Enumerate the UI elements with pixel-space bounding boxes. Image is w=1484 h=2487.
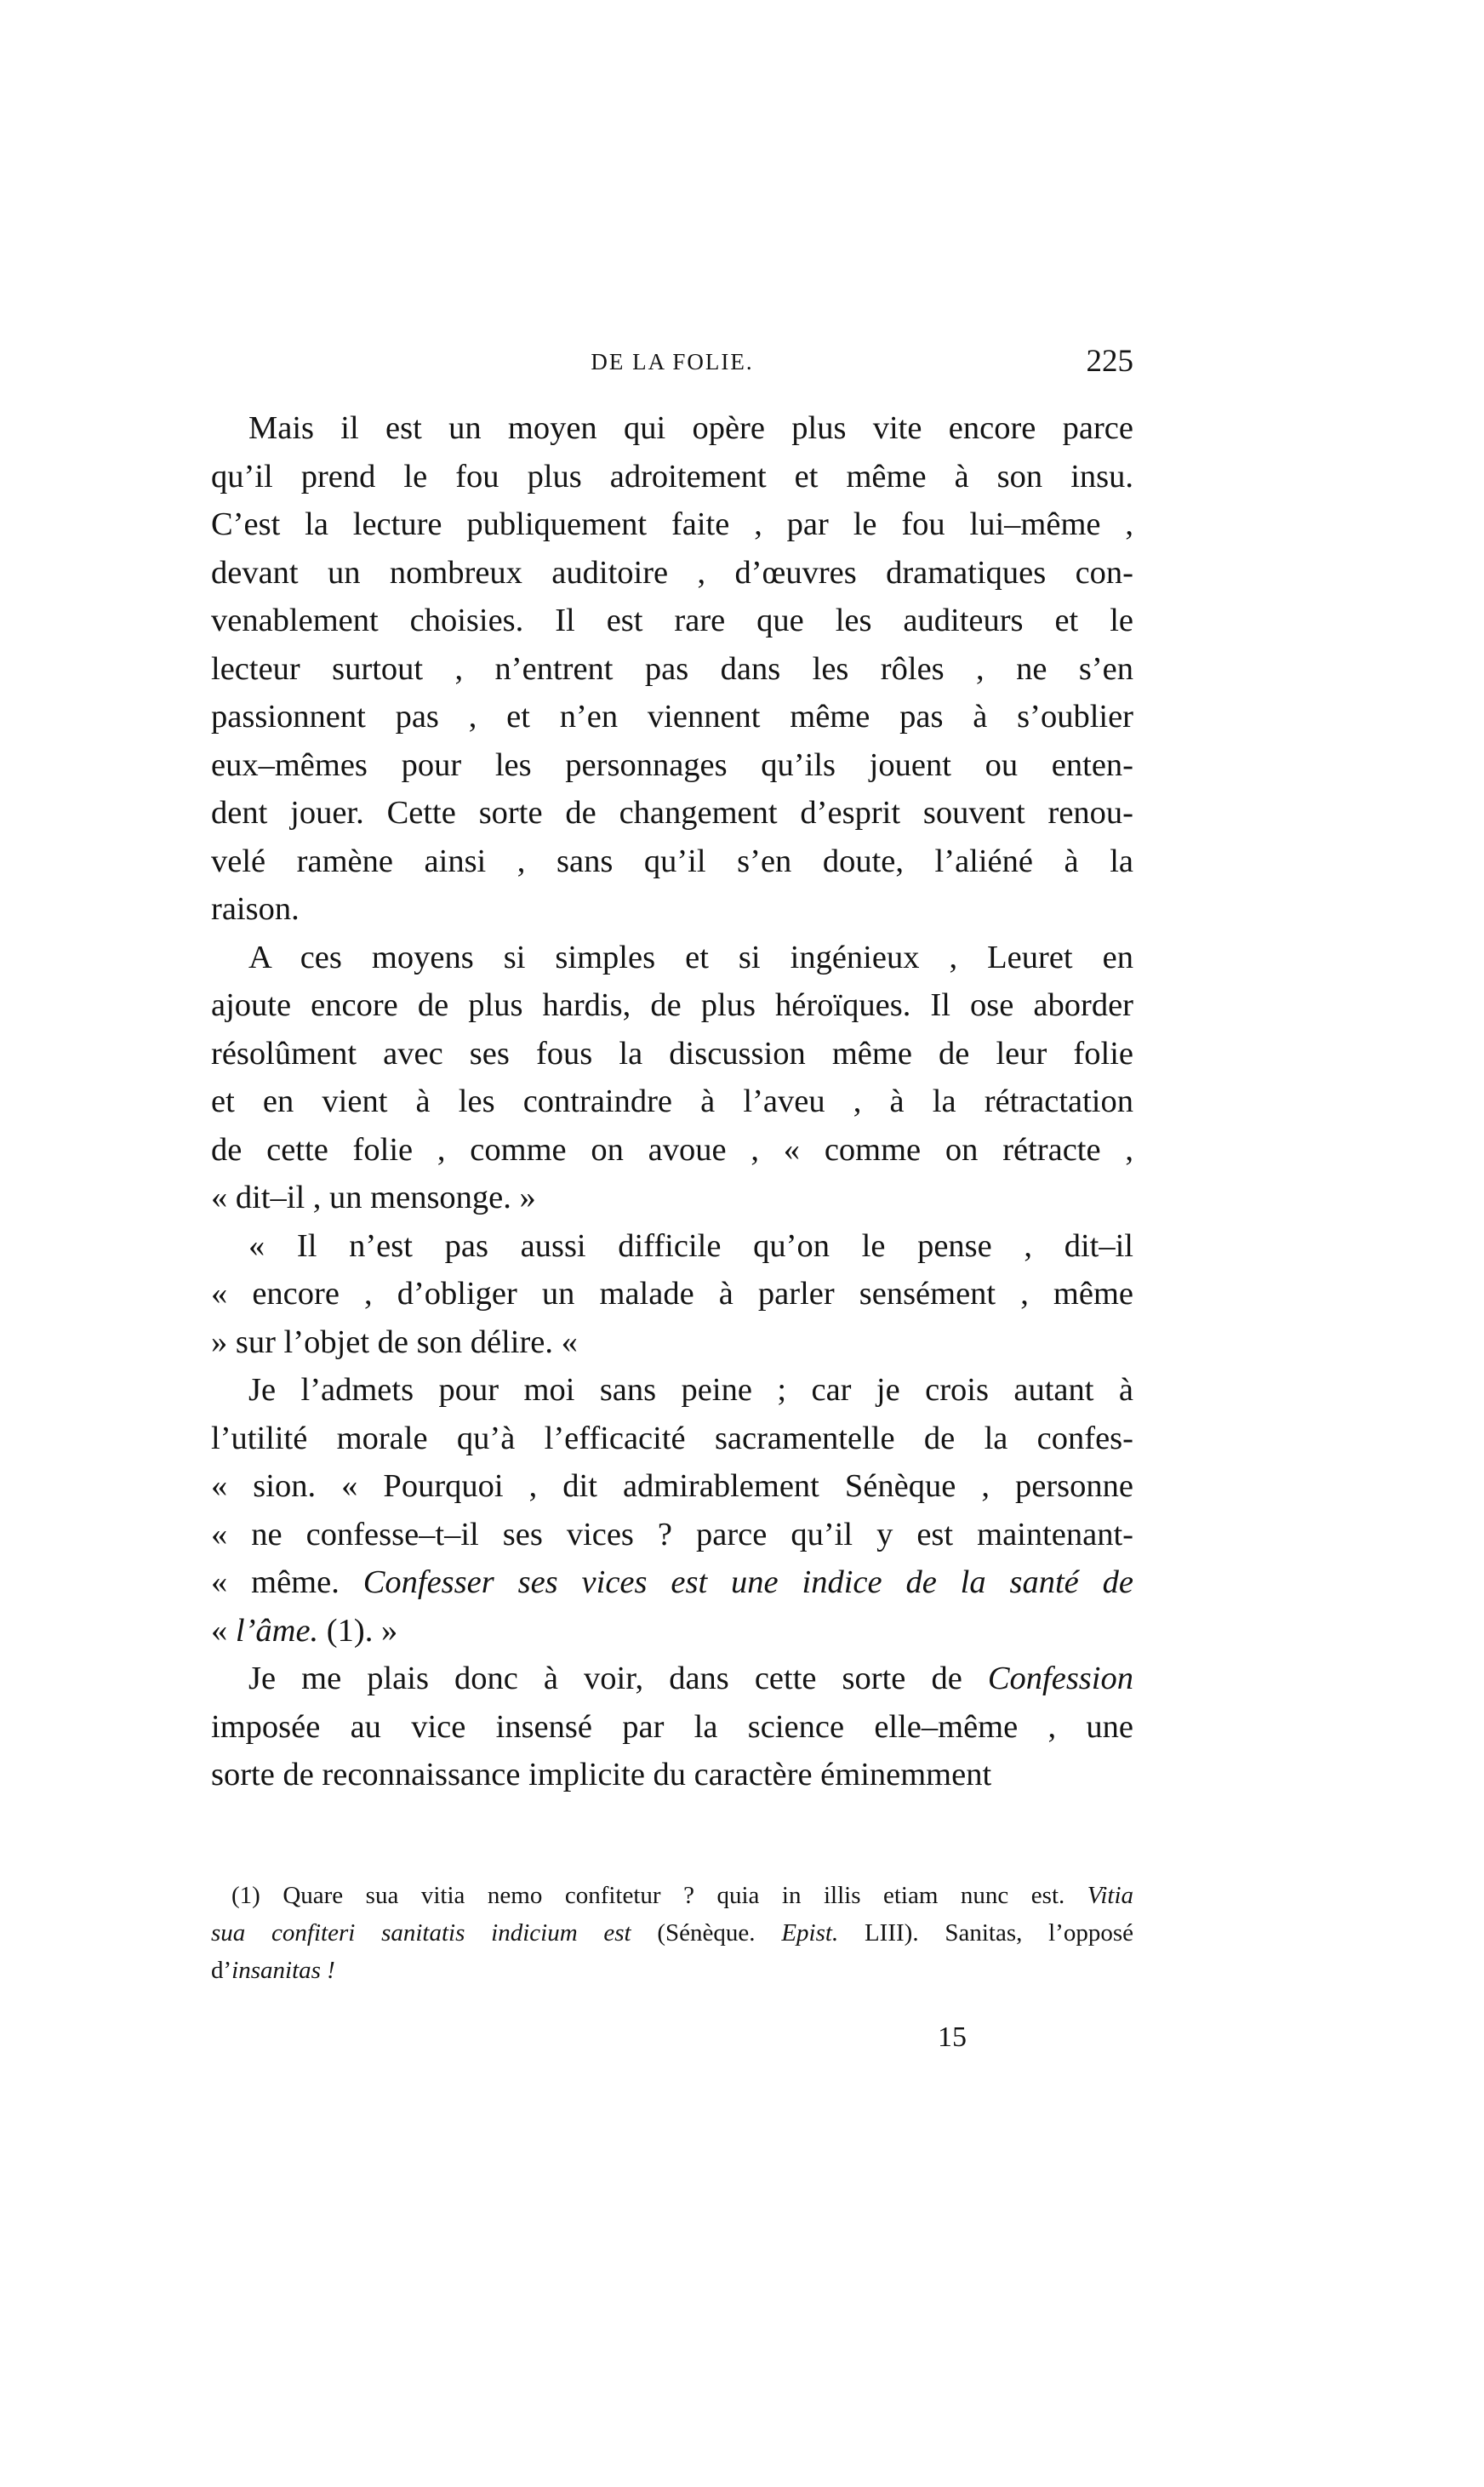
page-number: 225 [1086, 344, 1133, 379]
text-run: C’est la lecture publiquement faite , par le fou lui–même , [211, 506, 1133, 542]
text-line [211, 693, 1133, 741]
italic-text: Epist. [781, 1919, 839, 1947]
text-run: (1) Quare sua vitia nemo confitetur ? quia in illis etiam nunc est. [231, 1882, 1087, 1909]
signature-mark: 15 [938, 2021, 967, 2053]
text-run: Je l’admets pour moi sans peine ; car je crois autant à [248, 1372, 1133, 1408]
text-run: résolûment avec ses fous la discussion même de leur folie [211, 1035, 1133, 1072]
text-line [211, 981, 1133, 1030]
text-line [211, 645, 1133, 694]
text-line [211, 1511, 1133, 1559]
text-line [211, 1751, 1133, 1799]
text-line [211, 1318, 1133, 1367]
paragraph [211, 1366, 1133, 1655]
paragraph [211, 934, 1133, 1222]
text-run: (Sénèque. [631, 1919, 782, 1947]
text-run: « ne confesse–t–il ses vices ? parce qu’il y est maintenant- [211, 1516, 1133, 1552]
text-line [211, 453, 1133, 501]
paragraph [211, 1655, 1133, 1799]
text-line [211, 1558, 1133, 1607]
text-run: lecteur surtout , n’entrent pas dans les rôles , ne s’en [211, 650, 1133, 687]
text-run: velé ramène ainsi , sans qu’il s’en doute, l’aliéné à la [211, 843, 1133, 879]
text-line [211, 1655, 1133, 1703]
text-line [211, 1030, 1133, 1078]
text-run: de cette folie , comme on avoue , « comme on rétracte , [211, 1131, 1133, 1168]
italic-text: Vitia [1087, 1882, 1133, 1909]
text-run: « encore , d’obliger un malade à parler sensément , même [211, 1276, 1133, 1312]
text-run: et en vient à les contraindre à l’aveu , à la rétractation [211, 1083, 1133, 1119]
text-run: « Il n’est pas aussi difficile qu’on le pense , dit–il [248, 1227, 1133, 1264]
italic-text: Confesser ses vices est une indice de la santé de [362, 1564, 1133, 1600]
text-run: ajoute encore de plus hardis, de plus héroïques. Il ose aborder [211, 987, 1133, 1023]
text-line [211, 1174, 1133, 1222]
text-run: (1). » [318, 1612, 398, 1649]
text-run: sorte de reconnaissance implicite du caractère éminemment [211, 1757, 992, 1792]
text-line [211, 500, 1133, 549]
text-run: « même. [211, 1564, 363, 1600]
text-run: « [211, 1612, 236, 1649]
text-line [211, 597, 1133, 645]
text-line [211, 934, 1133, 982]
text-line [211, 1703, 1133, 1752]
text-line [211, 1126, 1133, 1175]
footnote-line [211, 1877, 1133, 1914]
text-run: l’utilité morale qu’à l’efficacité sacramentelle de la confes- [211, 1420, 1133, 1456]
footnote-line [211, 1914, 1133, 1952]
text-run: imposée au vice insensé par la science elle–même , une [211, 1708, 1133, 1745]
text-run: LIII). Sanitas, l’opposé [838, 1919, 1133, 1947]
text-run: raison. [211, 891, 300, 927]
text-run: d’ [211, 1957, 232, 1984]
body-text [211, 404, 1133, 1799]
running-title: DE LA FOLIE. [591, 349, 754, 374]
text-line [211, 838, 1133, 886]
text-run: venablement choisies. Il est rare que les auditeurs et le [211, 603, 1133, 638]
text-line [211, 1415, 1133, 1463]
footnotes [211, 1877, 1133, 1989]
text-line [211, 885, 1133, 934]
footnote-line [211, 1952, 1133, 1989]
text-line [211, 404, 1133, 453]
text-run: « dit–il , un mensonge. » [211, 1180, 536, 1215]
text-run: passionnent pas , et n’en viennent même pas à s’oublier [211, 699, 1133, 735]
text-line [211, 789, 1133, 838]
italic-text: l’âme. [235, 1612, 319, 1649]
text-line [211, 1078, 1133, 1126]
text-line [211, 549, 1133, 597]
text-line [211, 1366, 1133, 1415]
paragraph [211, 1222, 1133, 1367]
text-line [211, 1462, 1133, 1511]
text-run: « sion. « Pourquoi , dit admirablement Sénèque , personne [211, 1468, 1133, 1504]
text-line [211, 1607, 1133, 1655]
text-line [211, 741, 1133, 790]
text-run: A ces moyens si simples et si ingénieux , Leuret en [248, 939, 1133, 975]
italic-text: Confession [987, 1661, 1133, 1696]
text-run: eux–mêmes pour les personnages qu’ils jouent ou enten- [211, 746, 1133, 783]
text-run: dent jouer. Cette sorte de changement d’esprit souvent renou- [211, 795, 1133, 831]
text-line [211, 1222, 1133, 1271]
text-run: » sur l’objet de son délire. « [211, 1324, 578, 1360]
page-header [211, 345, 1133, 392]
text-run: devant un nombreux auditoire , d’œuvres dramatiques con- [211, 554, 1133, 591]
italic-text: insanitas ! [231, 1957, 335, 1984]
text-line [211, 1270, 1133, 1318]
text-run: qu’il prend le fou plus adroitement et même à son insu. [211, 458, 1133, 495]
paragraph [211, 404, 1133, 934]
text-run: Mais il est un moyen qui opère plus vite encore parce [248, 410, 1133, 446]
text-run: Je me plais donc à voir, dans cette sorte de [248, 1661, 988, 1696]
italic-text: sua confiteri sanitatis indicium est [211, 1919, 631, 1947]
